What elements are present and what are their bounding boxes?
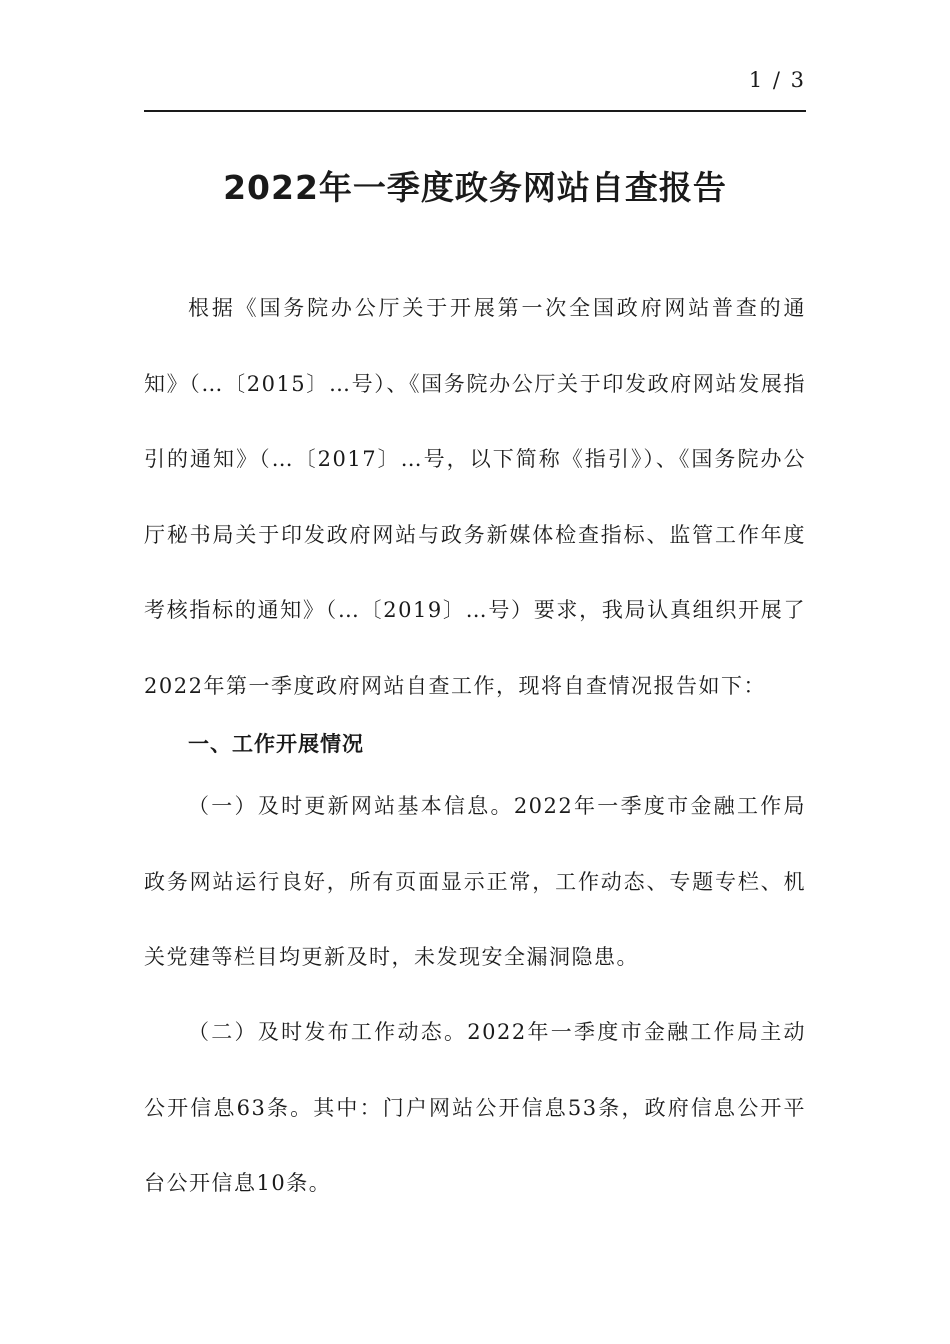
intro-paragraph: 根据《国务院办公厅关于开展第一次全国政府网站普查的通知》（…〔2015〕…号）、《国务院办公厅关于印发政府网站发展指引的通知》（…〔2017〕…号，以下简称《指引》）、《国务院办公厅秘书局关于印发政府网站与政务新媒体检查指标、监管工作年度考核指标的通知》（…〔2019〕…号）要求，我局认真组织开展了2022年第一季度政府网站自查工作，现将自查情况报告如下：: [144, 296, 806, 698]
section-heading: 一、工作开展情况: [188, 732, 364, 756]
page-number: 1 / 3: [748, 68, 806, 92]
paragraph-website-info: （一）及时更新网站基本信息。2022年一季度市金融工作局政务网站运行良好，所有页面显示正常，工作动态、专题专栏、机关党建等栏目均更新及时，未发现安全漏洞隐患。: [144, 794, 806, 969]
document-title: 2022年一季度政务网站自查报告: [223, 168, 727, 207]
header-divider: [144, 110, 806, 112]
paragraph-work-updates: （二）及时发布工作动态。2022年一季度市金融工作局主动公开信息63条。其中：门户网站公开信息53条，政府信息公开平台公开信息10条。: [144, 1020, 806, 1195]
